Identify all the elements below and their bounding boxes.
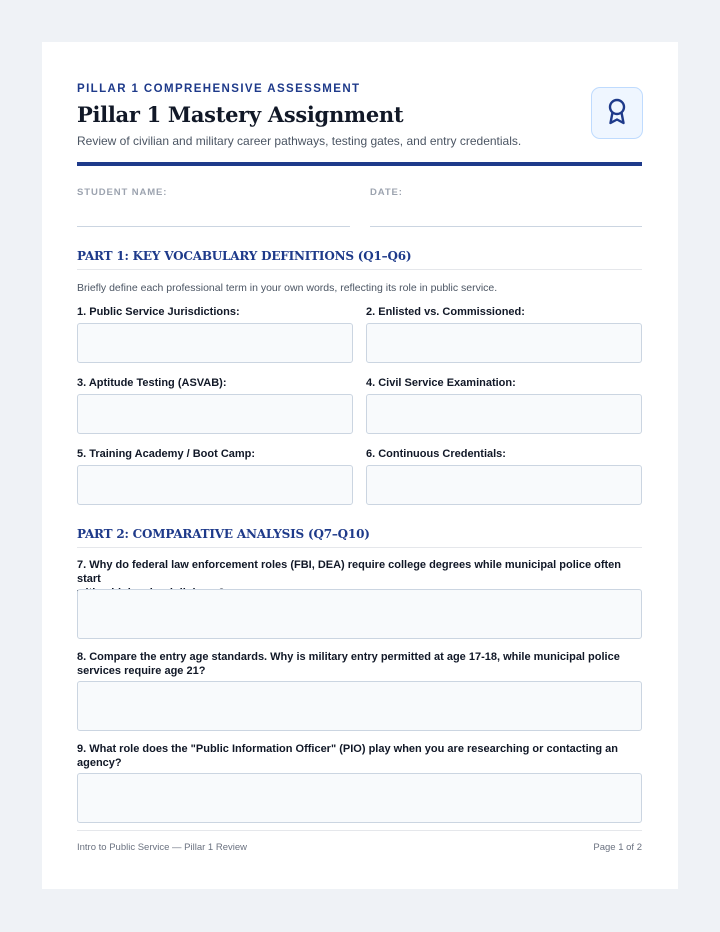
question-9-line-1: 9. What role does the "Public Information Officer" (PIO) play when you are researching or contacting an xyxy=(77,743,618,755)
part1-instructions: Briefly define each professional term in your own words, reflecting its role in public service. xyxy=(77,282,498,294)
footer-course-label: Intro to Public Service — Pillar 1 Review xyxy=(77,842,248,853)
question-5-answer-box[interactable] xyxy=(77,465,353,505)
page-title: Pillar 1 Mastery Assignment xyxy=(77,102,404,127)
question-8-line-1: 8. Compare the entry age standards. Why is military entry permitted at age 17-18, while municipal police xyxy=(77,651,620,663)
student-name-field[interactable] xyxy=(77,226,350,227)
date-field[interactable] xyxy=(370,226,642,227)
award-badge xyxy=(591,87,643,139)
date-label: DATE: xyxy=(370,187,403,198)
award-ribbon-icon xyxy=(606,97,628,130)
page-number: Page 1 of 2 xyxy=(593,842,642,853)
question-4-answer-box[interactable] xyxy=(366,394,642,434)
student-name-label: STUDENT NAME: xyxy=(77,187,168,198)
header-divider xyxy=(77,162,642,166)
part1-heading: PART 1: KEY VOCABULARY DEFINITIONS (Q1–Q6) xyxy=(77,249,412,263)
question-3-label: 3. Aptitude Testing (ASVAB): xyxy=(77,377,227,389)
page-subtitle: Review of civilian and military career pathways, testing gates, and entry credentials. xyxy=(77,134,522,148)
question-2-label: 2. Enlisted vs. Commissioned: xyxy=(366,306,525,318)
part1-divider xyxy=(77,269,642,270)
question-8-line-2: services require age 21? xyxy=(77,665,206,677)
question-3-answer-box[interactable] xyxy=(77,394,353,434)
question-6-label: 6. Continuous Credentials: xyxy=(366,448,506,460)
question-6-answer-box[interactable] xyxy=(366,465,642,505)
question-1-answer-box[interactable] xyxy=(77,323,353,363)
question-5-label: 5. Training Academy / Boot Camp: xyxy=(77,448,256,460)
question-8-label xyxy=(77,650,642,678)
question-1-label: 1. Public Service Jurisdictions: xyxy=(77,306,240,318)
worksheet-page xyxy=(42,42,678,889)
part2-divider xyxy=(77,547,642,548)
question-9-label xyxy=(77,742,642,770)
footer-divider xyxy=(77,830,642,831)
question-9-answer-box[interactable] xyxy=(77,773,642,823)
question-7-line-1: 7. Why do federal law enforcement roles (FBI, DEA) require college degrees while municipal police often start xyxy=(77,559,622,585)
part2-heading: PART 2: COMPARATIVE ANALYSIS (Q7–Q10) xyxy=(77,527,370,541)
question-9-line-2: agency? xyxy=(77,757,122,769)
question-7-answer-box[interactable] xyxy=(77,589,642,639)
assessment-eyebrow: PILLAR 1 COMPREHENSIVE ASSESSMENT xyxy=(77,83,361,95)
question-4-label: 4. Civil Service Examination: xyxy=(366,377,516,389)
question-2-answer-box[interactable] xyxy=(366,323,642,363)
question-8-answer-box[interactable] xyxy=(77,681,642,731)
